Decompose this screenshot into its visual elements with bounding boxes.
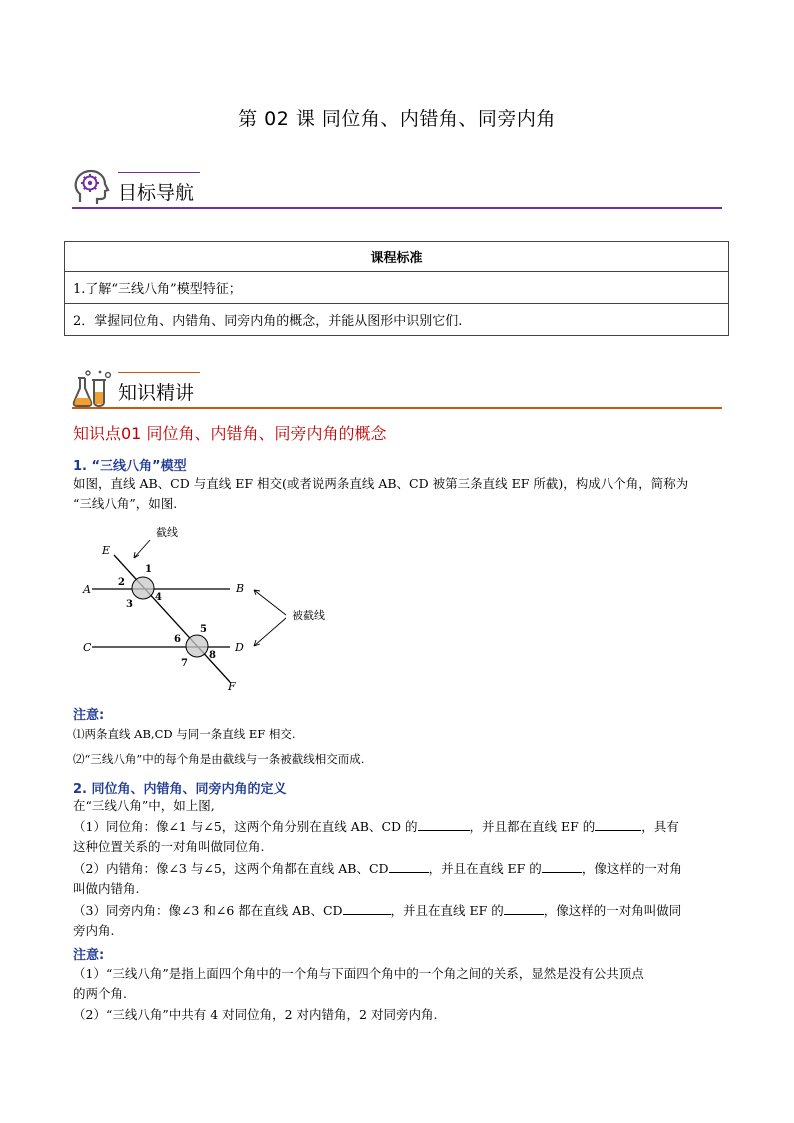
- lab-flask-icon: [72, 368, 112, 408]
- note-item: ⑴两条直线 AB,CD 与同一条直线 EF 相交.: [73, 727, 296, 741]
- fill-blank[interactable]: [418, 817, 470, 831]
- angle-label: 2: [118, 577, 125, 588]
- co-interior-angles-definition: （3）同旁内角：像∠3 和∠6 都在直线 AB、CD ，并且在直线 EF 的 ，像这样的一对角叫做同 旁内角.: [73, 903, 682, 938]
- fill-blank[interactable]: [343, 901, 391, 915]
- angle-label: 1: [145, 564, 152, 575]
- point-label-A: A: [83, 583, 91, 596]
- point-label-F: F: [228, 680, 236, 693]
- section-underline: [72, 207, 722, 209]
- angle-label: 6: [174, 634, 181, 645]
- fill-blank[interactable]: [542, 859, 582, 873]
- standards-item: 1.了解“三线八角”模型特征；: [65, 272, 729, 304]
- knowledge-point-title: 知识点01 同位角、内错角、同旁内角的概念: [73, 424, 387, 443]
- corresponding-angles-definition: （1）同位角：像∠1 与∠5，这两个角分别在直线 AB、CD 的 ，并且都在直线 EF 的 ，具有 这种位置关系的一对角叫做同位角.: [73, 819, 679, 854]
- part1-heading: 1. “三线八角”模型: [73, 459, 187, 474]
- intersection-circle: [186, 635, 208, 657]
- callout-arrow: [254, 618, 286, 646]
- page-title: 第 02 课 同位角、内错角、同旁内角: [238, 108, 556, 130]
- standards-item: 2．掌握同位角、内错角、同旁内角的概念，并能从图形中识别它们.: [65, 304, 729, 336]
- three-lines-eight-angles-figure: [78, 522, 348, 697]
- callout-arrow: [134, 540, 150, 558]
- angle-label: 7: [181, 658, 188, 669]
- note-label: 注意:: [73, 708, 105, 723]
- angle-label: 8: [209, 650, 216, 661]
- head-gear-icon: [72, 168, 112, 208]
- point-label-E: E: [102, 544, 111, 557]
- part2-heading: 2. 同位角、内错角、同旁内角的定义: [73, 782, 287, 797]
- section-header-knowledge: [72, 368, 722, 408]
- note-item: ⑵“三线八角”中的每个角是由截线与一条被截线相交而成.: [73, 752, 365, 766]
- section-underline: [72, 407, 722, 409]
- part2-intro: 在“三线八角”中，如上图,: [73, 798, 215, 813]
- header-accent-line: [118, 172, 200, 173]
- fill-blank[interactable]: [389, 859, 429, 873]
- angle-label: 4: [155, 592, 162, 603]
- point-label-B: B: [236, 582, 245, 595]
- fill-blank[interactable]: [504, 901, 544, 915]
- angle-label: 3: [126, 599, 133, 610]
- standards-header: 课程标准: [65, 242, 729, 272]
- part1-text: 如图，直线 AB、CD 与直线 EF 相交(或者说两条直线 AB、CD 被第三条直线 EF 所截)，构成八个角，简称为 “三线八角”，如图.: [73, 476, 689, 511]
- section-label: 目标导航: [118, 182, 195, 204]
- line-EF: [114, 555, 230, 682]
- intersection-circle: [132, 577, 154, 599]
- section-label: 知识精讲: [118, 382, 195, 404]
- fill-blank[interactable]: [595, 817, 641, 831]
- point-label-C: C: [83, 641, 92, 654]
- header-accent-line: [118, 372, 200, 373]
- standards-table: [64, 241, 729, 336]
- alternate-angles-definition: （2）内错角：像∠3 与∠5，这两个角都在直线 AB、CD ，并且在直线 EF 的 ，像这样的一对角 叫做内错角.: [73, 861, 682, 896]
- point-label-D: D: [235, 641, 244, 654]
- note-item: （2）“三线八角”中共有 4 对同位角，2 对内错角，2 对同旁内角.: [73, 1007, 438, 1022]
- cut-lines-label: 被截线: [292, 609, 325, 622]
- callout-arrow: [254, 590, 286, 615]
- section-header-goals: [72, 168, 722, 208]
- note-label: 注意:: [73, 948, 105, 963]
- angle-label: 5: [200, 624, 207, 635]
- transversal-label: 截线: [156, 526, 178, 539]
- note-item: （1）“三线八角”是指上面四个角中的一个角与下面四个角中的一个角之间的关系，显然是没有公共顶点 的两个角.: [73, 966, 644, 1001]
